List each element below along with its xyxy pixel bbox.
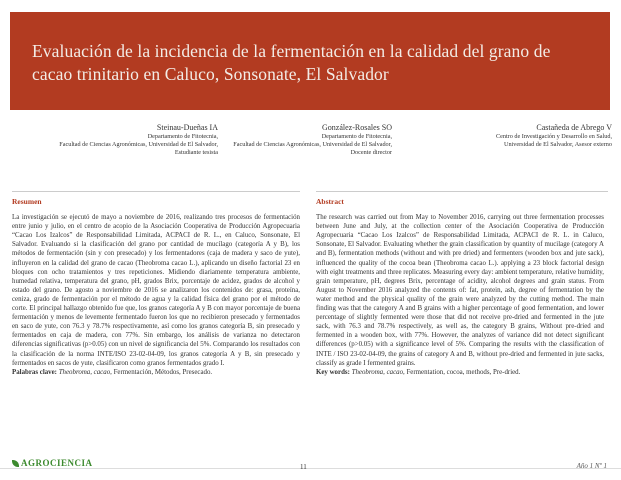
abstract-column — [316, 197, 604, 377]
journal-logo — [12, 458, 93, 468]
title-banner — [10, 12, 610, 110]
keywords-label: Key words: — [316, 368, 350, 376]
logo-text: AGROCIENCIA — [21, 458, 93, 468]
keywords-rest: , Fermentation, cocoa, methods, Pre-dried. — [403, 368, 521, 376]
author-3 — [420, 122, 612, 149]
divider — [316, 191, 608, 192]
author-role: Docente director — [350, 149, 392, 156]
author-affiliation: Departamento de Fitotecnia, — [321, 133, 392, 140]
author-name: González-Rosales SO — [322, 123, 392, 132]
author-name: Castañeda de Abrego V — [536, 123, 612, 132]
author-role: Estudiante tesista — [174, 149, 218, 156]
abstract-keywords — [316, 368, 604, 377]
author-affiliation: Facultad de Ciencias Agronómicas, Universidad de El Salvador, — [233, 141, 392, 148]
footer-divider — [0, 468, 621, 469]
author-name: Steinau-Dueñas IA — [156, 123, 218, 132]
author-affiliation: Universidad de El Salvador, Asesor externo — [503, 141, 612, 148]
leaf-icon — [12, 460, 19, 467]
keywords-label: Palabras clave: — [12, 368, 57, 376]
abstract-body: The research was carried out from May to November 2016, carrying out three fermentation processes between June and July, at the collection center of the Asociación Cooperativa de Producción Agropecuaria “Cacao Los Izalcos” de Responsabilidad Limitada, ACPACI de R. L. in Caluco, Sonsonate, El Salvador. Evaluating whether the grain classification by quantity of mucilage (category A and B), fermentation methods (without and with pre dried) and fermenters (wooden box and jute sack), influenced the quality of the cocoa bean (Theobroma cacao L.). applying a 23 block factorial design with eight treatments and three replicates. Measuring every day: ambient temperature, relative humidity, grain temperature, pH, degrees Brix, percentage of acidity, alcohol degrees and grain status. From August to November 2016 analyzed the contents of: fat, protein, ash, degree of fermentation by the water method and the physical quality of the grain were analyzed by the cutting method. The main finding was that the category A and B grains with a higher percentage of good fermentation, and lower percentage of slightly fermented were those that did not receive pre-dried and fermented in the jute sack, with 76.3 and 78.7% respectively, as well as, the category B grains, Without pre-dried and fermented in a wooden box, with 77%. However, the analyzes of variance did not detect significant differences (p>0.05) with a significance level of 5%. Comparing the results with the classification of INTE / ISO 23-02-04-09, the grains of category A and B, without pre-dried and fermented in jute sacks, classify as grade I fermented grains. — [316, 214, 604, 367]
divider — [12, 191, 300, 192]
resumen-heading: Resumen — [12, 197, 42, 206]
paper-title: Evaluación de la incidencia de la fermentación en la calidad del grano de cacao trinitario en Caluco, Sonsonate, El Salvador — [32, 41, 551, 84]
resumen-body: La investigación se ejecutó de mayo a noviembre de 2016, realizando tres procesos de fermentación entre junio y julio, en el centro de acopio de la Asociación Cooperativa de Producción Agropecuaria “Cacao Los Izalcos” de Responsabilidad Limitada, ACPACI de R. L., en Caluco, Sonsonate, El Salvador. Evaluando si la clasificación del grano por cantidad de mucílago (categoría A y B), los métodos de fermentación (sin y con presecado) y los fermentadores (caja de madera y saco de yute), influyeron en la calidad del grano de cacao (Theobroma cacao L.), aplicando un diseño factorial 23 en bloques con ocho tratamientos y tres repeticiones. Midiendo diariamente temperatura ambiente, humedad relativa, temperatura del grano, pH, grados Brix, porcentaje de acidez, grados de alcohol y estado del grano. De agosto a noviembre de 2016 se analizaron los contenidos de: grasa, proteína, ceniza, grado de fermentación por el método de agua y la calidad física del grano por el método de corte. El principal hallazgo obtenido fue que, los granos categoría A y B con mayor porcentaje de buena fermentación y menos de levemente fermentado fueron los que no recibieron presecado y fermentados en saco de yute, con 76.3 y 78.7% respectivamente, así como los granos categoría B, sin presecado y fermentados en caja de madera, con 77%. Sin embargo, los análisis de varianza no detectaron diferencias significativas (p>0.05) con un nivel de significancia del 5%. Comparando los resultados con la clasificación de la norma INTE/ISO 23-02-04-09, los granos categoría A y B, sin presecado y fermentados en sacos de yute, clasificaron como granos fermentados grado I. — [12, 214, 300, 367]
issue-label: Año 1 Nº 1 — [576, 462, 607, 470]
keywords-italic: Theobroma, cacao — [351, 368, 404, 376]
author-1 — [18, 122, 218, 157]
resumen-keywords — [12, 368, 300, 377]
keywords-italic: Theobroma, cacao — [58, 368, 111, 376]
author-affiliation: Departamento de Fitotecnia, — [147, 133, 218, 140]
author-affiliation: Centro de Investigación y Desarrollo en Salud, — [496, 133, 612, 140]
resumen-column — [12, 197, 300, 377]
abstract-heading: Abstract — [316, 197, 344, 206]
page-number: 11 — [300, 463, 307, 471]
keywords-rest: , Fermentación, Métodos, Presecado. — [110, 368, 213, 376]
author-affiliation: Facultad de Ciencias Agronómicas, Universidad de El Salvador, — [59, 141, 218, 148]
author-2 — [212, 122, 392, 157]
authors-block — [0, 122, 621, 172]
